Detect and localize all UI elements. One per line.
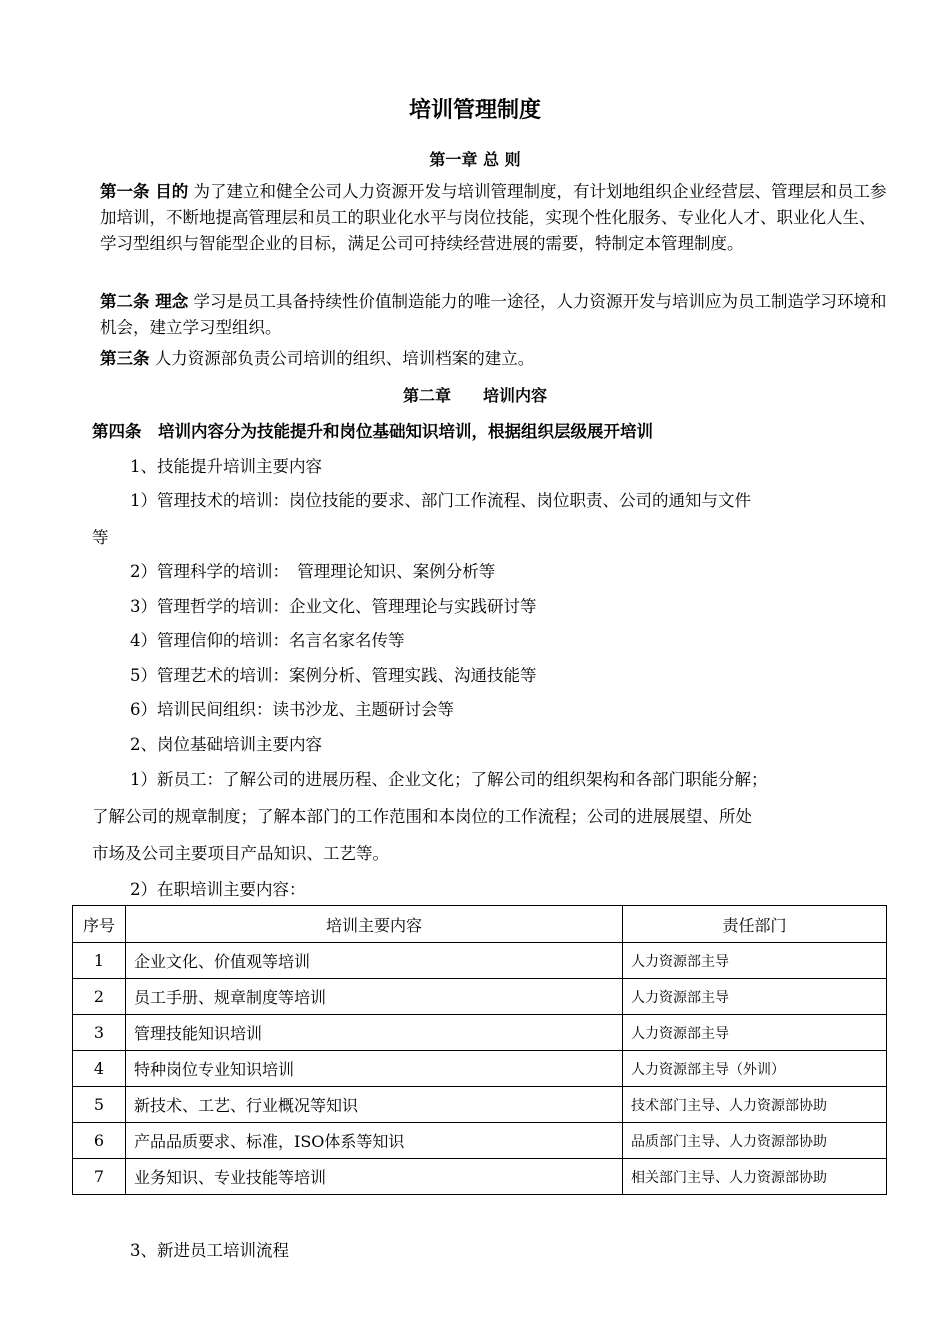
skills-heading: 1、技能提升培训主要内容 (130, 457, 322, 476)
basics-item-1-cont-2: 市场及公司主要项目产品知识、工艺等。 (92, 844, 389, 863)
row-content: 员工手册、规章制度等培训 (126, 979, 623, 1015)
row-no: 4 (73, 1051, 126, 1087)
row-dept: 技术部门主导、人力资源部协助 (623, 1087, 887, 1123)
table-header-row (73, 906, 887, 943)
row-content: 业务知识、专业技能等培训 (126, 1159, 623, 1195)
table-row (73, 1123, 887, 1159)
skills-item-3: 3）管理哲学的培训：企业文化、管理理论与实践研讨等 (130, 597, 537, 616)
article-3-label: 第三条 (100, 349, 150, 368)
row-dept: 品质部门主导、人力资源部协助 (623, 1123, 887, 1159)
row-no: 5 (73, 1087, 126, 1123)
skills-item-4: 4）管理信仰的培训：名言名家名传等 (130, 631, 405, 650)
header-content: 培训主要内容 (126, 906, 623, 943)
table-row (73, 1159, 887, 1195)
skills-item-5: 5）管理艺术的培训：案例分析、管理实践、沟通技能等 (130, 666, 537, 685)
article-3-text: 人力资源部负责公司培训的组织、培训档案的建立。 (149, 349, 535, 368)
document-title: 培训管理制度 (408, 98, 541, 123)
basics-item-2: 2）在职培训主要内容： (130, 880, 306, 899)
basics-heading: 2、岗位基础培训主要内容 (130, 735, 322, 754)
table-row (73, 943, 887, 979)
row-no: 1 (73, 943, 126, 979)
header-no: 序号 (73, 906, 126, 943)
row-content: 产品品质要求、标准，ISO体系等知识 (126, 1123, 623, 1159)
article-1-text: 为了建立和健全公司人力资源开发与培训管理制度，有计划地组织企业经营层、管理层和员工参加培训，不断地提高管理层和员工的职业化水平与岗位技能，实现个性化服务、专业化人才、职业化人生、学习型组织与智能型企业的目标，满足公司可持续经营进展的需要，特制定本管理制度。 (100, 182, 887, 253)
row-content: 管理技能知识培训 (126, 1015, 623, 1051)
row-no: 6 (73, 1123, 126, 1159)
row-no: 7 (73, 1159, 126, 1195)
article-2-label: 第二条 理念 (100, 292, 189, 311)
table-row (73, 1087, 887, 1123)
row-dept: 人力资源部主导（外训） (623, 1051, 887, 1087)
table-row (73, 1015, 887, 1051)
row-content: 特种岗位专业知识培训 (126, 1051, 623, 1087)
article-2 (100, 289, 890, 341)
basics-item-1: 1）新员工：了解公司的进展历程、企业文化；了解公司的组织架构和各部门职能分解； (130, 770, 768, 789)
article-1-label: 第一条 目的 (100, 182, 189, 201)
table-row (73, 979, 887, 1015)
article-1 (100, 179, 890, 257)
row-dept: 人力资源部主导 (623, 943, 887, 979)
chapter-2-heading: 第二章 培训内容 (402, 386, 547, 405)
header-dept: 责任部门 (623, 906, 887, 943)
basics-item-1-cont-1: 了解公司的规章制度；了解本部门的工作范围和本岗位的工作流程；公司的进展展望、所处 (92, 807, 752, 826)
row-content: 新技术、工艺、行业概况等知识 (126, 1087, 623, 1123)
row-content: 企业文化、价值观等培训 (126, 943, 623, 979)
skills-item-2: 2）管理科学的培训： 管理理论知识、案例分析等 (130, 562, 496, 581)
process-heading: 3、新进员工培训流程 (130, 1241, 289, 1260)
row-dept: 人力资源部主导 (623, 1015, 887, 1051)
article-3 (100, 346, 890, 372)
training-table (72, 905, 887, 1195)
article-4: 第四条 培训内容分为技能提升和岗位基础知识培训，根据组织层级展开培训 (92, 422, 653, 441)
row-dept: 相关部门主导、人力资源部协助 (623, 1159, 887, 1195)
skills-item-1: 1）管理技术的培训：岗位技能的要求、部门工作流程、岗位职责、公司的通知与文件 (130, 491, 751, 510)
skills-item-6: 6）培训民间组织：读书沙龙、主题研讨会等 (130, 700, 454, 719)
row-dept: 人力资源部主导 (623, 979, 887, 1015)
table-row (73, 1051, 887, 1087)
skills-item-1-cont: 等 (92, 528, 109, 547)
article-2-text: 学习是员工具备持续性价值制造能力的唯一途径，人力资源开发与培训应为员工制造学习环境和机会，建立学习型组织。 (100, 292, 887, 337)
row-no: 2 (73, 979, 126, 1015)
row-no: 3 (73, 1015, 126, 1051)
chapter-1-heading: 第一章 总 则 (429, 150, 521, 169)
